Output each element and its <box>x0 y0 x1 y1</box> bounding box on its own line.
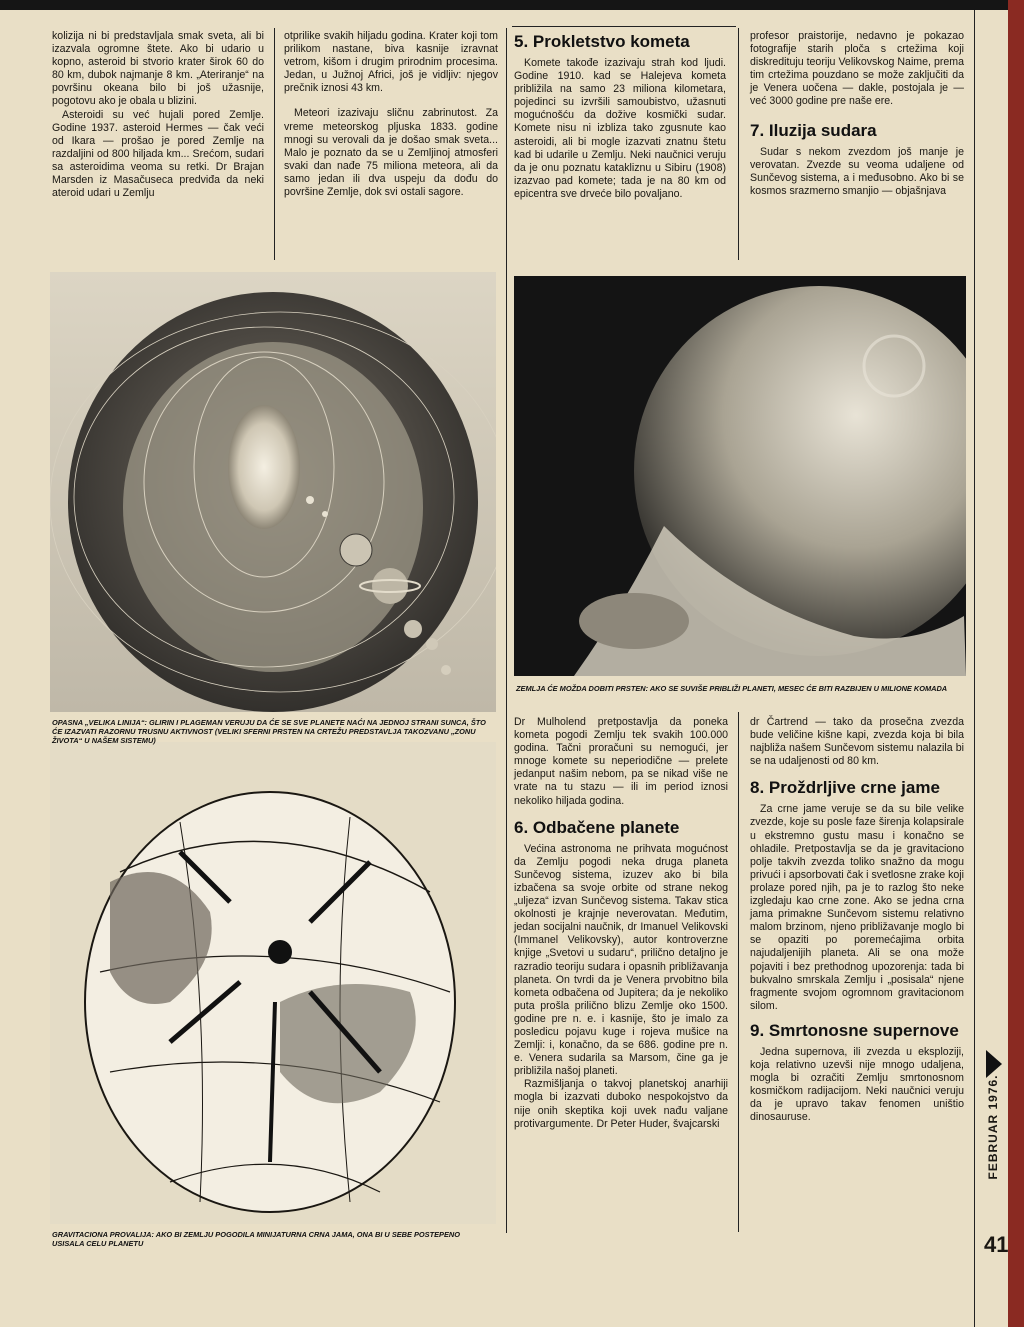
caption-earth-ring: ZEMLJA ĆE MOŽDA DOBITI PRSTEN: AKO SE SUVIŠE PRIBLIŽI PLANETI, MESEC ĆE BITI RAZBIJEN U MILIONE KOMADA <box>516 684 948 693</box>
folio-issue <box>983 1030 1003 1230</box>
column-6 <box>750 716 964 1124</box>
column-rule <box>738 28 739 260</box>
page-edge <box>1008 0 1024 1327</box>
section-heading-7: 7. Iluzija sudara <box>750 120 877 140</box>
figure-earth-ring <box>514 276 966 676</box>
caption-life-zone: OPASNA „VELIKA LINIJA“: GLIRIN I PLAGEMAN VERUJU DA ĆE SE SVE PLANETE NAĆI NA JEDNOJ STRANI SUNCA, ŠTO ĆE IZAZVATI RAZORNU TRUSNU AKTIVNOST (VELIKI SFERNI PRSTEN NA CRTEŽU PREDSTAVLJA TAKOZVANU „ZONU ŽIVOTA“ U NAŠEM SISTEMU) <box>52 718 486 745</box>
column-2 <box>284 30 498 199</box>
column-rule <box>738 712 739 1232</box>
section-heading-6: 6. Odbačene planete <box>514 817 680 837</box>
paragraph: Dr Mulholend pretpostavlja da poneka kometa pogodi Zemlju tek svakih 100.000 godina. Tačni proračuni su nemogući, jer mnoge komete su neperiodične — prelete jedanput našim nebom, pa se nikad više ne vrate na tu stazu — ili im period iznosi nekoliko hiljada godina. <box>514 716 728 807</box>
column-5 <box>514 716 728 1131</box>
paragraph: Razmišljanja o takvoj planetskoj anarhiji mogla bi izazvati duboko nespokojstvo da nije onih skeptika koji uvek nađu valjane protivargumente. Dr Peter Huder, švajcarski <box>514 1078 728 1130</box>
column-1 <box>52 30 264 200</box>
page-right-rule <box>974 10 975 1327</box>
paragraph: Jedna supernova, ili zvezda u eksploziji, koja relativno uzevši nije mnogo udaljena, mogla bi ozračiti Zemlju smrtonosnom kosmičkom radijacijom. Neki naučnici veruju da je upravo takav fenomen uništio dinosauruse. <box>750 1045 964 1124</box>
section-heading-9: 9. Smrtonosne supernove <box>750 1020 959 1040</box>
column-3 <box>514 30 726 201</box>
paragraph: Meteori izazivaju sličnu zabrinutost. Za vreme meteorskog pljuska 1833. godine mnogi su verovali da je došao smak sveta... Malo je poznato da se u Zemljinoj atmosferi svaki dan nađe 75 miliona meteora, ali da samo jedan ili dva uspeju da dođu do površine Zemlje, dok svi ostali sagore. <box>284 107 498 199</box>
issue-date: FEBRUAR 1976. <box>986 1074 1000 1180</box>
page-number: 41 <box>984 1232 1009 1257</box>
paragraph: Sudar s nekom zvezdom još manje je verovatan. Zvezde su veoma udaljene od Sunčevog sistema, a i međusobno. Ako bi se kosmos srazmerno smanjio — objašnjava <box>750 145 964 197</box>
section-heading-8: 8. Proždrljive crne jame <box>750 778 940 798</box>
paragraph: kolizija ni bi predstavljala smak sveta, ali bi izazvala ogromne štete. Ako bi udario u kopno, asteroid bi stvorio krater širok 60 do 80 km, dubok najmanje 8 km. „Ateriranje“ na površinu okeana bilo bi još užasnije, pogotovu ako je obala u blizini. <box>52 30 264 108</box>
paragraph: Asteroidi su već hujali pored Zemlje. Godine 1937. asteroid Hermes — čak veći od Ikara — prošao je pored Zemlje na razdaljini od 800 hiljada km... Srećom, sudari sa asteroidima veoma su retki. Dr Brajan Marsden iz Masačuseca predviđa da neki ateroid udari u Zemlju <box>52 108 264 200</box>
paragraph: Većina astronoma ne prihvata mogućnost da Zemlju pogodi neka druga planeta Sunčevog sistema, izuzev ako bi bila izbačena sa svoje orbite od strane nekog „uljeza“ izvan Sunčevog sistema. Takav stica okolnosti je krajnje neverovatan. Međutim, jedan socijalni naučnik, dr Imanuel Velikovski (Immanel Velikovsky), autor kontroverzne knjige „Svetovi u sudaru“, prilično detaljno je razradio teoriju sudara i opasnih približavanja planeta. On tvrdi da je Venera prvobitno bila kometa odbačena od Jupitera; da je nekoliko puta prošla prilično blizu Zemlje oko 1500. godine pre n. e. i kasnije, što je imalo za posledicu pojavu kuge i rojeva mušice na Zemlji: i, konačno, da se 686. godine pre n. e. Venera sudarila sa Marsom, čine ga je približila našoj planeti. <box>514 842 728 1078</box>
figure-black-hole <box>50 742 496 1224</box>
column-rule <box>506 28 507 1233</box>
caption-black-hole: GRAVITACIONA PROVALIJA: AKO BI ZEMLJU POGODILA MINIJATURNA CRNA JAMA, ONA BI U SEBE POSTEPENO USISALA CELU PLANETU <box>52 1230 461 1248</box>
top-dark-strip <box>0 0 1024 10</box>
paragraph: profesor praistorije, nedavno je pokazao fotografije starih ploča s crtežima koji diskredituju teoriju Velikovskog Naime, prema tim crtežima pouzdano se može zaključiti da je Venera uočena — dakle, postojala je — već 3000 godine pre naše ere. <box>750 30 964 108</box>
column-rule <box>274 28 275 260</box>
column-4 <box>750 30 964 198</box>
black-hole-earth-illustration <box>50 742 496 1224</box>
section-heading-5: 5. Prokletstvo kometa <box>514 32 690 51</box>
section-rule <box>512 26 736 27</box>
paragraph: Za crne jame veruje se da su bile velike zvezde, koje su posle faze širenja kolapsirale u ekstremno gustu masu i konačno se ohladile. Pretpostavlja se da je gravitaciono polje takvih zvezda toliko snažno da mogu privući i apsorbovati čak i svetlosne zrake koji prolaze pored njih, pa je to razlog što neke izgledaju kao crne zone. Ako se jedna crna jama primakne Sunčevom sistemu relativno malom brzinom, njeno približavanje moglo bi se opaziti po poremećajima orbita najudaljenijih planeta. Ali se ona može pojaviti i bez prethodnog upozorenja: tada bi bukvalno smrskala Zemlju i „posisala“ njene fragmente svojom ogromnom gravitacionom silom. <box>750 803 964 1012</box>
figure-life-zone <box>50 272 496 712</box>
paragraph: dr Čartrend — tako da prosečna zvezda bude veličine kišne kapi, zvezda koja bi bila najbliža našem Sunčevom sistemu nalazila bi se na udaljenosti od 80 km. <box>750 716 964 768</box>
paragraph: Komete takođe izazivaju strah kod ljudi. Godine 1910. kad se Halejeva kometa približila na samo 23 miliona kilometara, pojedinci su izvršili samoubistvo, užasnuti mogućnošću da dožive kosmički sudar. Komete nisu ni izbliza tako zgusnute kao asteroidi, ali bi mogle izazvati znatnu štetu kad bi udarile u Zemlju. Neki naučnici veruju da je onu poznatu katakliznu u Sibiru (1908) izazvao pad komete; tada je na 80 km od epicentra sve drveće bilo povaljano. <box>514 57 726 200</box>
solar-system-illustration <box>50 272 496 712</box>
paragraph: otprilike svakih hiljadu godina. Krater koji tom prilikom nastane, biva kasnije izravnat vetrom, kišom i drugim prirodnim procesima. Jedan, u Južnoj Africi, još je vidljiv: njegov prečnik iznosi 43 km. <box>284 30 498 95</box>
earth-moon-illustration <box>514 276 966 676</box>
